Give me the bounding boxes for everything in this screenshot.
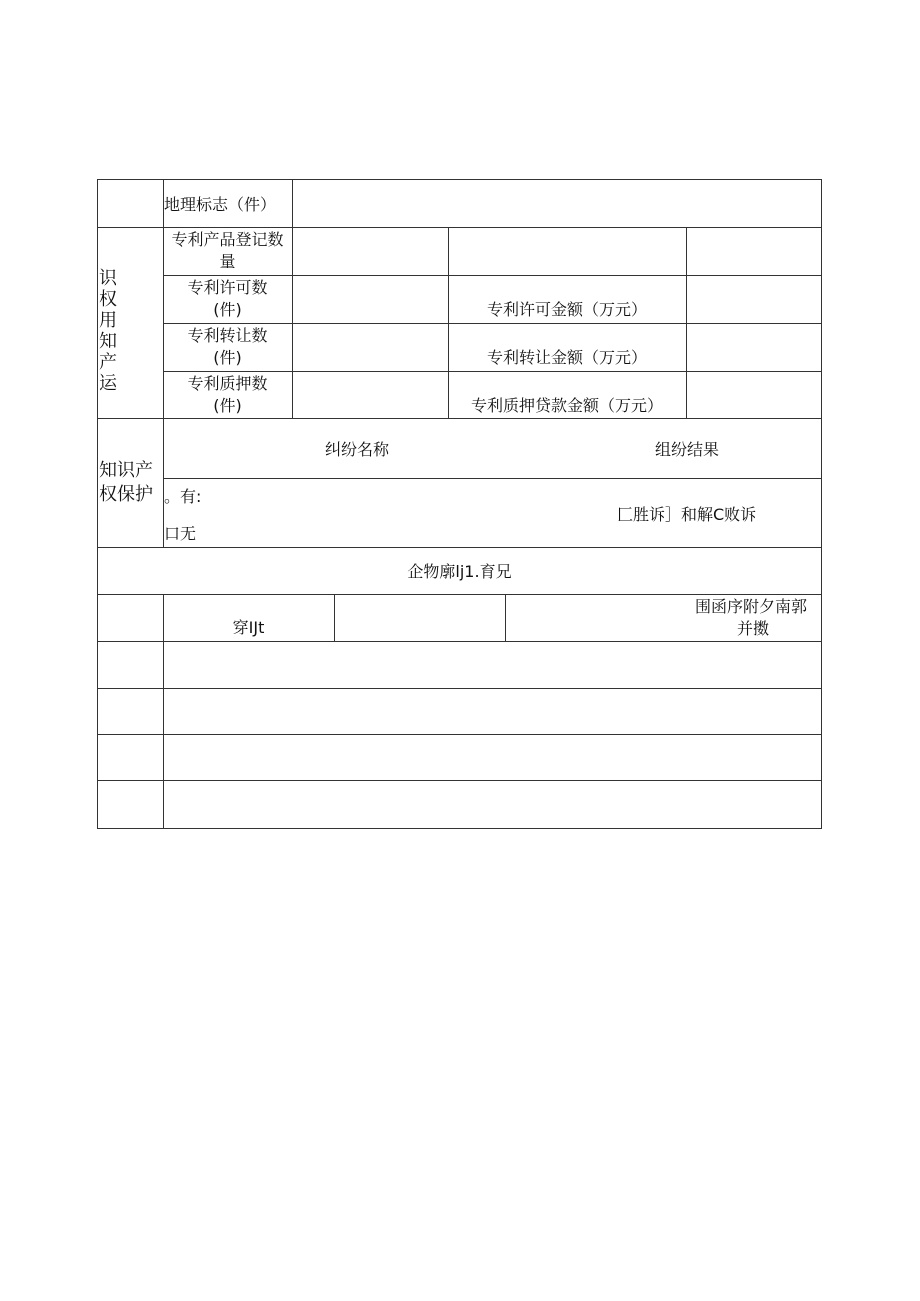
geo-mark-count-input[interactable] xyxy=(296,182,818,224)
row-divider xyxy=(163,371,822,372)
table-bottom-border xyxy=(97,828,822,829)
patent-product-registration-input[interactable] xyxy=(296,230,444,272)
dispute-name-header: 纠纷名称 xyxy=(325,440,390,459)
patent-pledge-count-label: 专利质押数 (件) xyxy=(187,374,268,415)
patent-pledge-count-input[interactable] xyxy=(296,374,444,415)
dispute-option-yes[interactable]: 。有: xyxy=(164,487,202,506)
table-right-border xyxy=(821,179,822,828)
patent-product-extra-input-1[interactable] xyxy=(452,230,682,272)
row-divider xyxy=(97,547,822,548)
patent-transfer-amount-input[interactable] xyxy=(690,326,818,368)
row-divider xyxy=(163,478,822,479)
row-divider xyxy=(97,780,822,781)
patent-transfer-count-label: 专利转让数 (件) xyxy=(187,326,268,367)
row-divider xyxy=(97,641,822,642)
patent-license-count-label: 专利许可数 (件) xyxy=(187,278,268,319)
honor-row-input[interactable] xyxy=(167,691,818,732)
patent-pledge-loan-amount-input[interactable] xyxy=(690,374,818,415)
row-divider xyxy=(97,688,822,689)
honor-col3-header: 围函序附夕南郭 并擞 xyxy=(695,597,808,638)
patent-license-amount-label: 专利许可金额（万元） xyxy=(486,300,647,319)
dispute-result-header: 组纷结果 xyxy=(655,440,720,459)
row-divider xyxy=(163,323,822,324)
column-divider xyxy=(292,179,293,418)
honor-row-input[interactable] xyxy=(167,783,818,826)
row-divider xyxy=(97,734,822,735)
protection-section-label: 知识产 权保护 xyxy=(99,460,153,505)
patent-transfer-amount-label: 专利转让金额（万元） xyxy=(486,348,647,367)
dispute-result-options[interactable]: 匚胜诉］和解C败诉 xyxy=(617,505,757,524)
honor-row-input[interactable] xyxy=(167,737,818,778)
row-divider xyxy=(97,227,822,228)
patent-license-amount-input[interactable] xyxy=(690,278,818,320)
honor-section-title: 企物廓lj1.育兄 xyxy=(407,562,512,581)
patent-pledge-loan-amount-label: 专利质押贷款金额（万元） xyxy=(470,396,663,415)
honor-row-input[interactable] xyxy=(167,644,818,686)
patent-license-count-input[interactable] xyxy=(296,278,444,320)
column-divider xyxy=(448,227,449,418)
table-top-border xyxy=(97,179,822,180)
usage-section-label: 识 权 用 知 产 运 xyxy=(99,268,117,394)
patent-product-registration-label: 专利产品登记数 量 xyxy=(171,230,284,271)
honor-col1-header: 穿IJt xyxy=(232,618,265,637)
patent-transfer-count-input[interactable] xyxy=(296,326,444,368)
patent-product-extra-input-2[interactable] xyxy=(690,230,818,272)
row-divider xyxy=(97,594,822,595)
dispute-option-no[interactable]: 口无 xyxy=(164,524,197,543)
geo-mark-label: 地理标志（件） xyxy=(164,195,277,214)
column-divider xyxy=(686,227,687,418)
column-divider xyxy=(334,594,335,641)
row-divider xyxy=(163,275,822,276)
row-divider xyxy=(97,418,822,419)
